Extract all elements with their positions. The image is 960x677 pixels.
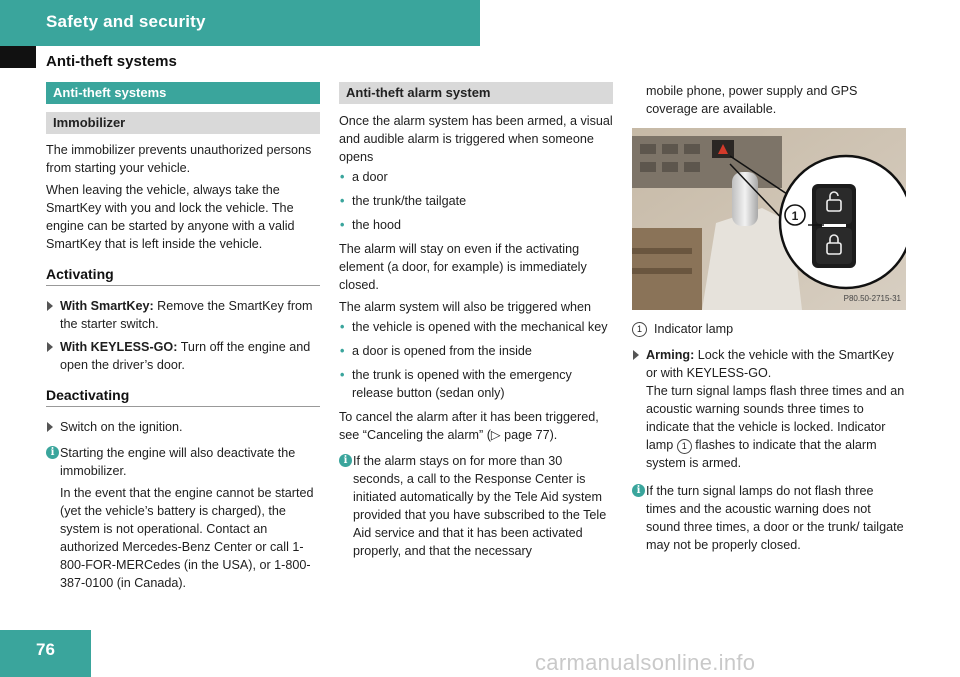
info-text: In the event that the engine cannot be started (yet the vehicle’s battery is charged), the system is not operational. Contact an authorized Mercedes-Benz Center or call 1-800-FOR-MERCedes (in the USA), or 1-800-387-0100 (in Canada). [60, 486, 314, 590]
immobilizer-intro: The immobilizer prevents unauthorized persons from starting your vehicle. [46, 143, 312, 175]
step-label: Arming: [646, 348, 695, 362]
step-text: Turn off the engine and open the driver’s door. [60, 340, 311, 372]
info-text: If the turn signal lamps do not flash three times and the acoustic warning does not sound three times, a door or the trunk/ tailgate may not be properly closed. [646, 484, 904, 552]
heading-anti-theft-alarm: Anti-theft alarm system [339, 82, 613, 104]
column-3 [632, 82, 907, 558]
arrow-right-icon [47, 422, 53, 432]
heading-immobilizer: Immobilizer [46, 112, 320, 134]
section-title: Safety and security [46, 12, 206, 31]
arrow-right-icon [47, 342, 53, 352]
deactivate-step [46, 418, 320, 436]
heading-deactivating: Deactivating [46, 386, 320, 407]
info-icon: i [339, 454, 352, 467]
center-console-photo [632, 128, 906, 310]
tele-aid-continued: mobile phone, power supply and GPS coverage are available. [646, 84, 858, 116]
list-item [339, 192, 613, 210]
info-icon: i [632, 484, 645, 497]
bullet-icon: • [340, 218, 345, 232]
photo-callout-number: 1 [791, 209, 799, 223]
bullet-icon: • [340, 320, 345, 334]
activate-step-smartkey [46, 297, 320, 333]
arming-step [632, 346, 907, 472]
edge-marker [0, 46, 36, 68]
ref-text: To cancel the alarm after it has been triggered, see “Canceling the alarm” ( [339, 410, 599, 442]
info-note-turn-signals [632, 482, 907, 554]
bullet-icon: • [340, 194, 345, 208]
arrow-right-icon [47, 301, 53, 311]
info-icon: i [46, 446, 59, 459]
step-label: With SmartKey: [60, 299, 154, 313]
page-ref-arrow-icon: ▷ [490, 428, 505, 442]
image-code: P80.50-2715-31 [843, 294, 901, 303]
info-text: Starting the engine will also deactivate the immobilizer. [60, 446, 296, 478]
bullet-icon: • [340, 368, 345, 382]
alarm-stays-on: The alarm will stay on even if the activating element (a door, for example) is immediately closed. [339, 242, 587, 292]
watermark: carmanualsonline.info [535, 650, 756, 675]
list-item-text: the trunk is opened with the emergency release button (sedan only) [352, 368, 572, 400]
heading-activating: Activating [46, 265, 320, 286]
page-ref-link[interactable]: page 77 [504, 428, 550, 442]
column-1 [46, 82, 320, 596]
legend-item [632, 320, 907, 338]
section-header-band [0, 0, 480, 46]
alarm-also-triggered: The alarm system will also be triggered when [339, 300, 591, 314]
heading-anti-theft-systems: Anti-theft systems [46, 82, 320, 104]
console-illustration [632, 128, 906, 310]
alarm-intro: Once the alarm system has been armed, a visual and audible alarm is triggered when someone opens [339, 114, 613, 164]
list-item-text: the trunk/the tailgate [352, 194, 467, 208]
info-text: If the alarm stays on for more than 30 seconds, a call to the Response Center is initiated automatically by the Tele Aid system provided that you have subscribed to the Tele Aid service and that it has been activated properly, and that the necessary [353, 454, 607, 558]
step-text: Switch on the ignition. [60, 420, 183, 434]
list-item [339, 318, 613, 336]
column-2 [339, 82, 613, 564]
callout-marker: 1 [677, 439, 692, 454]
page-number: 76 [36, 640, 55, 659]
step-text: Remove the SmartKey from the starter switch. [60, 299, 313, 331]
page-subtitle: Anti-theft systems [46, 53, 177, 70]
step-label: With KEYLESS-GO: [60, 340, 178, 354]
list-item [339, 216, 613, 234]
immobilizer-warning: When leaving the vehicle, always take the SmartKey with you and lock the vehicle. The engine can be started by anyone with a valid SmartKey that is left inside the vehicle. [46, 183, 295, 251]
list-item [339, 168, 613, 186]
step-text: flashes to indicate that the alarm system is armed. [646, 438, 877, 470]
list-item-text: the vehicle is opened with the mechanical key [352, 320, 608, 334]
step-text: Lock the vehicle with the SmartKey or with KEYLESS-GO. [646, 348, 894, 380]
list-item [339, 366, 613, 402]
callout-marker: 1 [632, 322, 647, 337]
legend-text: Indicator lamp [654, 322, 734, 336]
activate-step-keyless-go [46, 338, 320, 374]
arrow-right-icon [633, 350, 639, 360]
list-item-text: a door is opened from the inside [352, 344, 532, 358]
step-text: The turn signal lamps flash three times and an acoustic warning sounds three times to indicate that the vehicle is locked. Indicator lamp [646, 384, 905, 452]
list-item-text: the hood [352, 218, 402, 232]
page-number-box [0, 630, 91, 677]
bullet-icon: • [340, 170, 345, 184]
list-item [339, 342, 613, 360]
bullet-icon: • [340, 344, 345, 358]
ref-text-end: ). [549, 428, 558, 442]
info-note-immobilizer [46, 444, 320, 592]
list-item-text: a door [352, 170, 388, 184]
cancel-alarm-ref [339, 408, 613, 444]
info-note-tele-aid [339, 452, 613, 560]
